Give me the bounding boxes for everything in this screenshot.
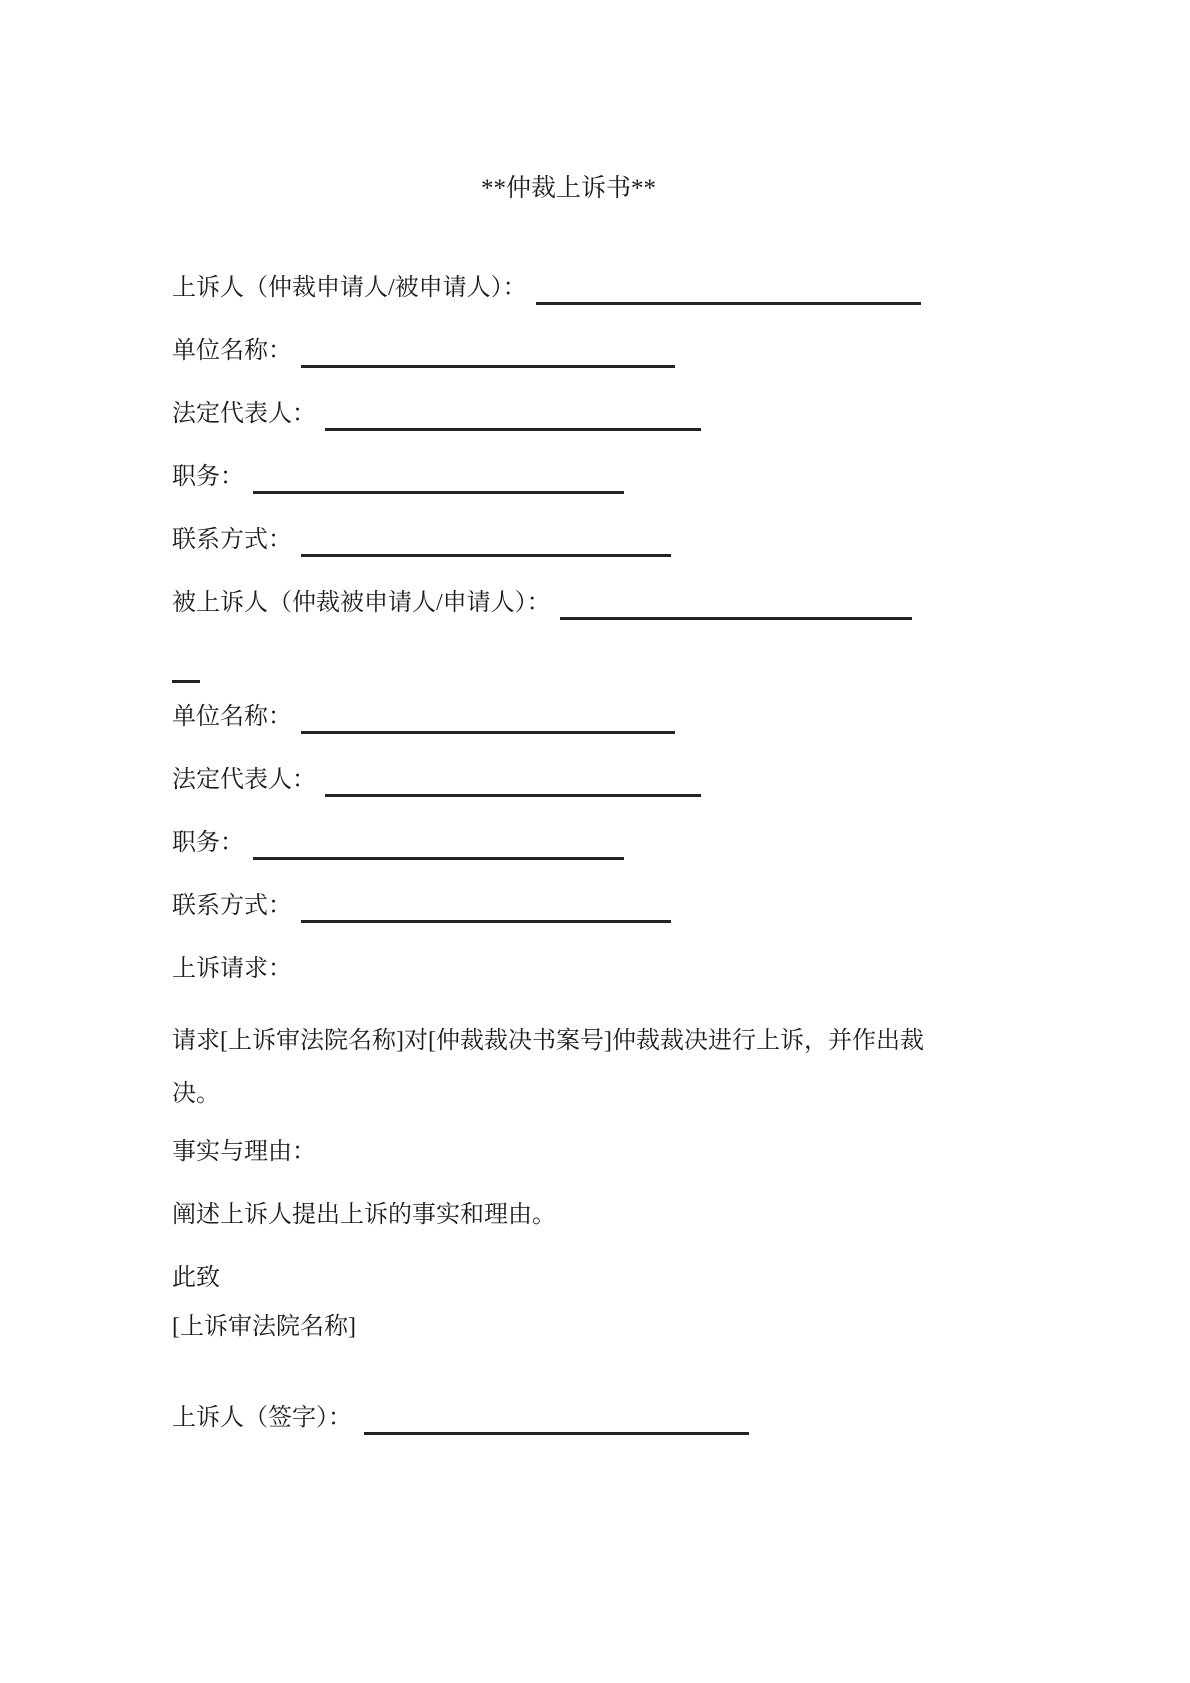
- facts-heading: 事实与理由：: [172, 1139, 316, 1165]
- appellant-contact-blank[interactable]: [301, 524, 671, 557]
- appellee-party-blank[interactable]: [560, 587, 912, 620]
- appellee-unit-line: [172, 700, 965, 734]
- appellant-legal-rep-blank[interactable]: [325, 398, 701, 431]
- signature-label: 上诉人（签字）：: [172, 1405, 352, 1431]
- appellee-contact-line: [172, 889, 965, 923]
- appellant-position-blank[interactable]: [253, 461, 624, 494]
- document-title: **仲裁上诉书**: [480, 175, 656, 202]
- appellant-position-line: [172, 460, 965, 494]
- appellee-position-blank[interactable]: [253, 827, 624, 860]
- closing-salutation: 此致: [172, 1265, 220, 1291]
- appellant-unit-label: 单位名称：: [172, 338, 292, 364]
- appeal-request-heading: 上诉请求：: [172, 956, 292, 982]
- appellee-party-label: 被上诉人（仲裁被申请人/申请人）：: [172, 590, 551, 616]
- appellee-unit-blank[interactable]: [301, 701, 675, 734]
- appellee-contact-blank[interactable]: [301, 890, 671, 923]
- appellee-party-line: [172, 586, 965, 620]
- appellee-position-line: [172, 826, 965, 860]
- appeal-request-body: 请求[上诉审法院名称]对[仲裁裁决书案号]仲裁裁决进行上诉，并作出裁决。: [172, 1028, 924, 1107]
- appellant-position-label: 职务：: [172, 464, 244, 490]
- appellee-legal-rep-label: 法定代表人：: [172, 767, 316, 793]
- appellant-unit-line: [172, 334, 965, 368]
- appellee-party-blank-wrap-line: [172, 649, 965, 683]
- appellant-party-label: 上诉人（仲裁申请人/被申请人）：: [172, 275, 527, 301]
- appellee-contact-label: 联系方式：: [172, 893, 292, 919]
- appellee-unit-label: 单位名称：: [172, 704, 292, 730]
- appellant-unit-blank[interactable]: [301, 335, 675, 368]
- appellee-position-label: 职务：: [172, 830, 244, 856]
- appellant-party-blank[interactable]: [536, 272, 921, 305]
- appellant-legal-rep-line: [172, 397, 965, 431]
- signature-line: [172, 1401, 965, 1435]
- appellee-legal-rep-line: [172, 763, 965, 797]
- appellee-party-blank-wrap[interactable]: [172, 650, 200, 683]
- appellant-contact-label: 联系方式：: [172, 527, 292, 553]
- appellant-contact-line: [172, 523, 965, 557]
- appellant-legal-rep-label: 法定代表人：: [172, 401, 316, 427]
- facts-body: 阐述上诉人提出上诉的事实和理由。: [172, 1202, 556, 1228]
- closing-court-name: [上诉审法院名称]: [172, 1314, 356, 1340]
- signature-blank[interactable]: [364, 1402, 749, 1435]
- appellee-legal-rep-blank[interactable]: [325, 764, 701, 797]
- appellant-party-line: [172, 271, 965, 305]
